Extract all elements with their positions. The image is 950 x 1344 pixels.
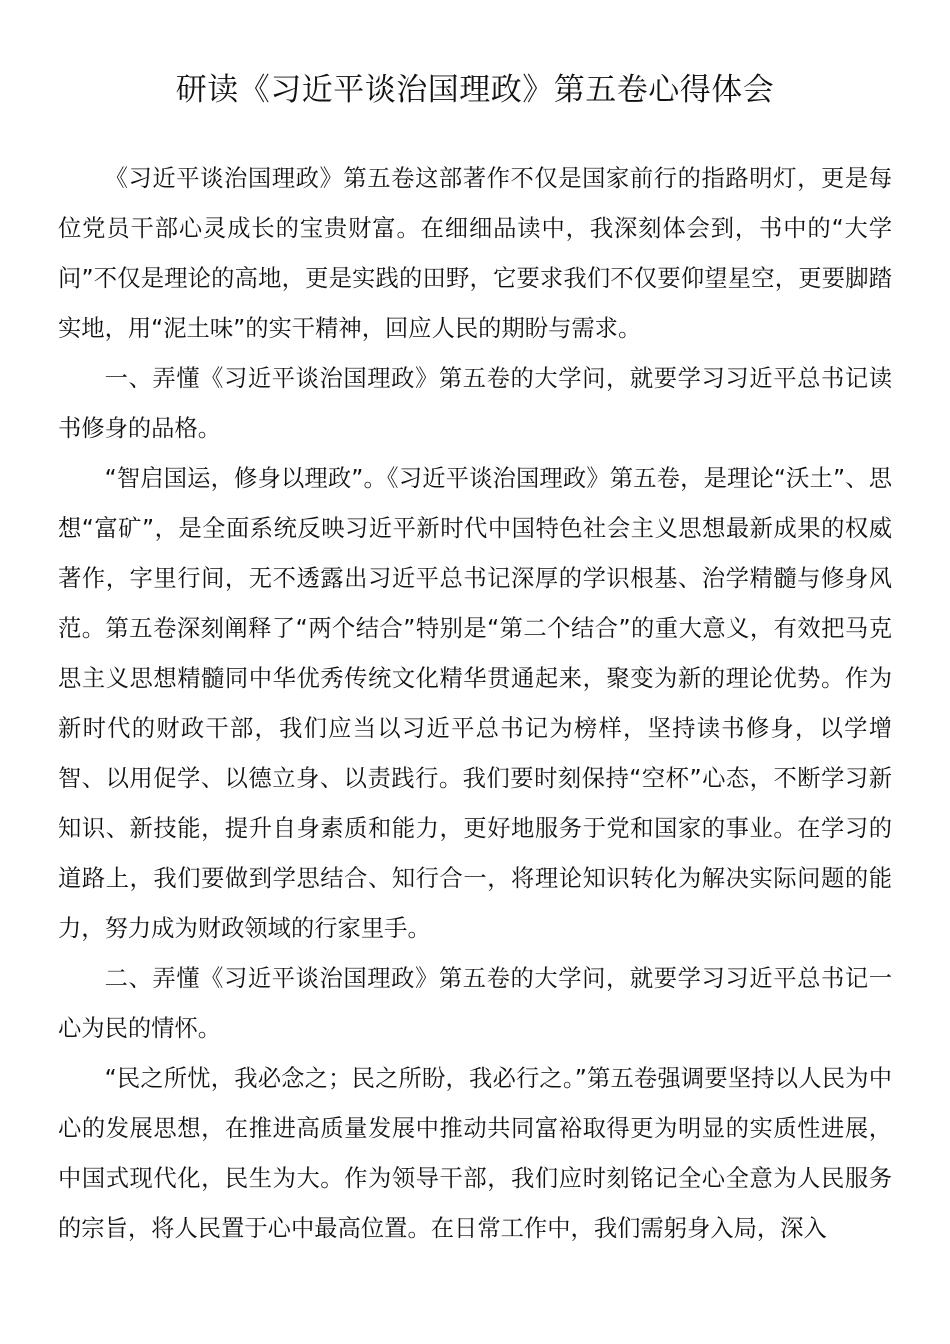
document-body (58, 154, 892, 1254)
paragraph-section-one: “智启国运，修身以理政”。《习近平谈治国理政》第五卷，是理论“沃土”、思想“富矿”，是全面系统反映习近平新时代中国特色社会主义思想最新成果的权威著作，字里行间，无不透露出习近平总书记深厚的学识根基、治学精髓与修身风范。第五卷深刻阐释了“两个结合”特别是“第二个结合”的重大意义，有效把马克思主义思想精髓同中华优秀传统文化精华贯通起来，聚变为新的理论优势。作为新时代的财政干部，我们应当以习近平总书记为榜样，坚持读书修身，以学增智、以用促学、以德立身、以责践行。我们要时刻保持“空杯”心态，不断学习新知识、新技能，提升自身素质和能力，更好地服务于党和国家的事业。在学习的道路上，我们要做到学思结合、知行合一，将理论知识转化为解决实际问题的能力，努力成为财政领域的行家里手。 (58, 465, 892, 942)
document-title: 研读《习近平谈治国理政》第五卷心得体会 (175, 72, 775, 108)
paragraph-section-two: “民之所忧，我必念之；民之所盼，我必行之。”第五卷强调要坚持以人民为中心的发展思想，在推进高质量发展中推动共同富裕取得更为明显的实质性进展，中国式现代化，民生为大。作为领导干部，我们应时刻铭记全心全意为人民服务的宗旨，将人民置于心中最高位置。在日常工作中，我们需躬身入局，深入 (58, 1065, 892, 1242)
paragraph-intro: 《习近平谈治国理政》第五卷这部著作不仅是国家前行的指路明灯，更是每位党员干部心灵成长的宝贵财富。在细细品读中，我深刻体会到，书中的“大学问”不仅是理论的高地，更是实践的田野，它要求我们不仅要仰望星空，更要脚踏实地，用“泥土味”的实干精神，回应人民的期盼与需求。 (58, 165, 892, 342)
section-heading-one: 一、弄懂《习近平谈治国理政》第五卷的大学问，就要学习习近平总书记读书修身的品格。 (58, 365, 892, 442)
section-heading-two: 二、弄懂《习近平谈治国理政》第五卷的大学问，就要学习习近平总书记一心为民的情怀。 (58, 965, 892, 1042)
